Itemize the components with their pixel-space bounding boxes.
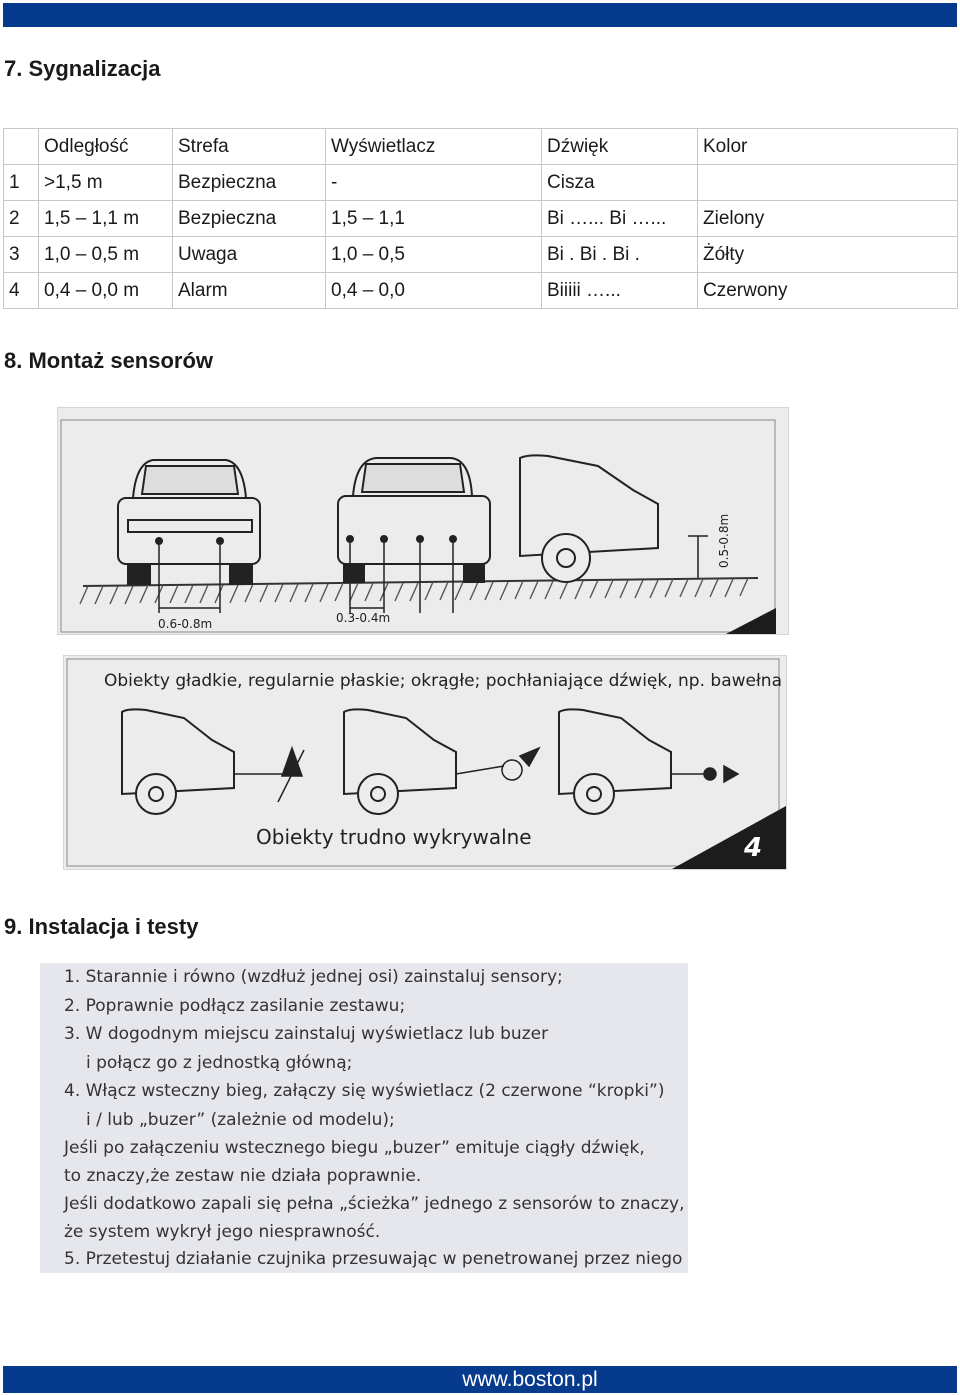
step-line: 1. Starannie i równo (wzdłuż jednej osi) zainstaluj sensory; bbox=[64, 967, 563, 987]
section-title-installation: 9. Instalacja i testy bbox=[4, 914, 199, 939]
table-cell: 3 bbox=[4, 237, 39, 273]
section-title-signaling: 7. Sygnalizacja bbox=[4, 56, 161, 81]
header-cell: Strefa bbox=[173, 129, 326, 165]
table-cell: Zielony bbox=[698, 201, 958, 237]
table-cell: 4 bbox=[4, 273, 39, 309]
table-cell: Bi . Bi . Bi . bbox=[542, 237, 698, 273]
footer-url[interactable]: www.boston.pl bbox=[462, 1368, 598, 1391]
table-cell: 1,0 – 0,5 bbox=[326, 237, 542, 273]
table-row bbox=[4, 165, 958, 201]
dimension-label-c: 0.5-0.8m bbox=[717, 513, 731, 568]
table-cell: Uwaga bbox=[173, 237, 326, 273]
footer-bar bbox=[3, 1366, 957, 1393]
installation-steps bbox=[40, 963, 688, 1273]
detection-diagram-drawing bbox=[64, 656, 786, 869]
header-cell: Wyświetlacz bbox=[326, 129, 542, 165]
mounting-diagram-drawing bbox=[58, 408, 788, 634]
section-title-mounting: 8. Montaż sensorów bbox=[4, 348, 214, 373]
table-cell: 0,4 – 0,0 bbox=[326, 273, 542, 309]
step-line: i połącz go z jednostką główną; bbox=[86, 1053, 353, 1073]
table-row bbox=[4, 273, 958, 309]
detection-caption-bottom: Obiekty trudno wykrywalne bbox=[256, 825, 532, 849]
table-cell bbox=[698, 165, 958, 201]
step-line: 2. Poprawnie podłącz zasilanie zestawu; bbox=[64, 996, 406, 1016]
page-number-badge: 4 bbox=[744, 833, 763, 863]
step-line: Jeśli po załączeniu wstecznego biegu „buzer” emituje ciągły dźwięk, bbox=[64, 1138, 645, 1158]
header-cell: Dźwięk bbox=[542, 129, 698, 165]
table-row bbox=[4, 201, 958, 237]
table-cell: Alarm bbox=[173, 273, 326, 309]
signaling-table bbox=[3, 128, 958, 309]
table-cell: >1,5 m bbox=[39, 165, 173, 201]
table-cell: Bi …... Bi …... bbox=[542, 201, 698, 237]
table-cell: Żółty bbox=[698, 237, 958, 273]
table-cell: Biiiii …... bbox=[542, 273, 698, 309]
step-line: że system wykrył jego niesprawność. bbox=[64, 1222, 381, 1242]
detection-diagram bbox=[63, 655, 787, 870]
table-cell: 1,5 – 1,1 m bbox=[39, 201, 173, 237]
step-line: 5. Przetestuj działanie czujnika przesuwając w penetrowanej przez niego bbox=[64, 1249, 683, 1269]
table-cell: 1,0 – 0,5 m bbox=[39, 237, 173, 273]
step-line: Jeśli dodatkowo zapali się pełna „ścieżka” jednego z sensorów to znaczy, bbox=[64, 1194, 685, 1214]
top-bar bbox=[3, 3, 957, 27]
table-cell: Bezpieczna bbox=[173, 201, 326, 237]
step-line: 4. Włącz wsteczny bieg, załączy się wyświetlacz (2 czerwone “kropki”) bbox=[64, 1081, 665, 1101]
table-cell: 1 bbox=[4, 165, 39, 201]
step-line: to znaczy,że zestaw nie działa poprawnie. bbox=[64, 1166, 422, 1186]
table-cell: Cisza bbox=[542, 165, 698, 201]
mounting-diagram bbox=[57, 407, 789, 635]
header-cell: Kolor bbox=[698, 129, 958, 165]
step-line: 3. W dogodnym miejscu zainstaluj wyświetlacz lub buzer bbox=[64, 1024, 549, 1044]
header-cell: Odległość bbox=[39, 129, 173, 165]
table-cell: 0,4 – 0,0 m bbox=[39, 273, 173, 309]
detection-caption-top: Obiekty gładkie, regularnie płaskie; okrągłe; pochłaniające dźwięk, np. bawełna bbox=[104, 671, 782, 691]
table-cell: 1,5 – 1,1 bbox=[326, 201, 542, 237]
table-row bbox=[4, 237, 958, 273]
step-line: i / lub „buzer” (zależnie od modelu); bbox=[86, 1110, 395, 1130]
table-cell: Czerwony bbox=[698, 273, 958, 309]
table-header-row bbox=[4, 129, 958, 165]
table-cell: 2 bbox=[4, 201, 39, 237]
header-cell bbox=[4, 129, 39, 165]
table-cell: - bbox=[326, 165, 542, 201]
dimension-label-b: 0.3-0.4m bbox=[336, 611, 391, 625]
table-cell: Bezpieczna bbox=[173, 165, 326, 201]
dimension-label-a: 0.6-0.8m bbox=[158, 617, 213, 631]
